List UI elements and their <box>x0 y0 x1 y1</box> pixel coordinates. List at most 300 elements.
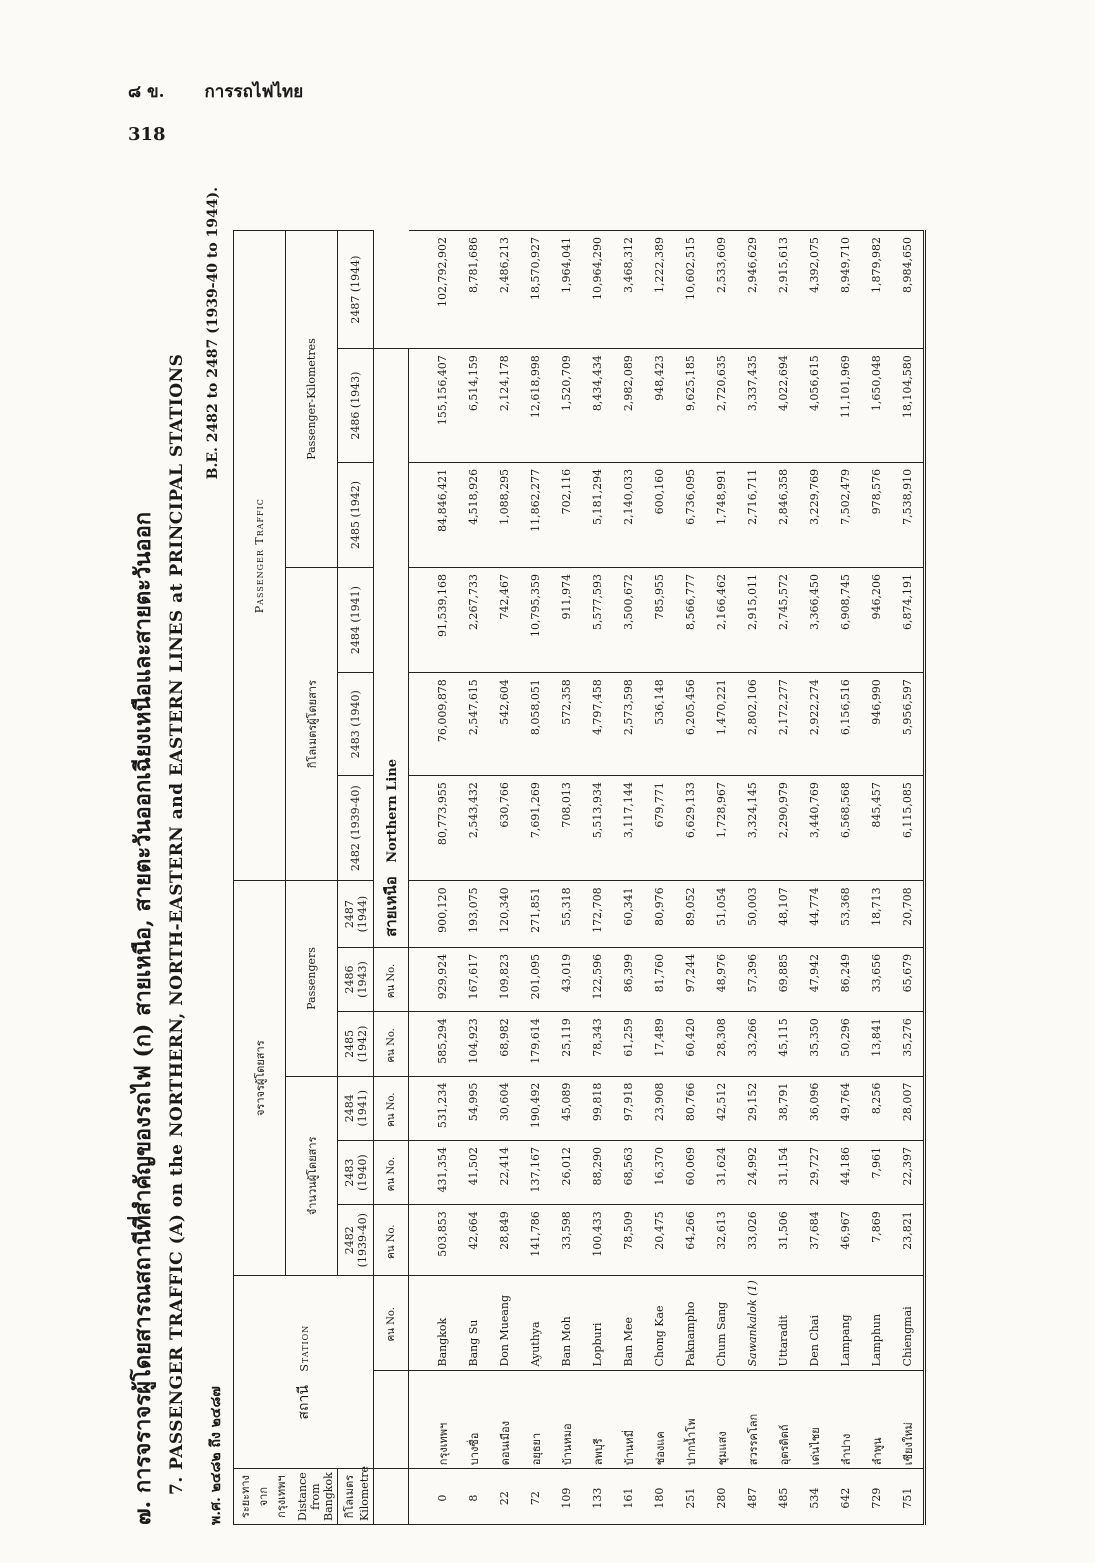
table-row <box>861 231 892 1525</box>
passengers-cell: 35,276 <box>892 1012 925 1076</box>
passengers-cell: 80,766 <box>675 1076 706 1140</box>
year-header: 2486 (1943) <box>338 349 374 463</box>
passenger-km-cell: 8,566,777 <box>675 568 706 673</box>
page-number: 318 <box>128 124 166 145</box>
passengers-cell: 271,851 <box>520 881 551 948</box>
passengers-cell: 201,095 <box>520 947 551 1011</box>
passengers-cell: 44,774 <box>799 881 830 948</box>
passengers-cell: 45,089 <box>551 1076 582 1140</box>
passenger-km-cell: 536,148 <box>644 673 675 776</box>
table-row <box>768 231 799 1525</box>
passenger-km-cell: 8,949,710 <box>830 231 861 349</box>
passenger-km-cell: 2,290,979 <box>768 776 799 881</box>
station-thai-cell: เชียงใหม่ <box>892 1370 925 1469</box>
passengers-cell: 89,052 <box>675 881 706 948</box>
passenger-km-cell: 2,547,615 <box>458 673 489 776</box>
passenger-traffic-en-header: Passenger Traffic <box>234 231 286 881</box>
passenger-km-cell: 2,915,011 <box>737 568 768 673</box>
distance-cell: 161 <box>613 1469 644 1525</box>
passengers-cell: 20,475 <box>644 1205 675 1276</box>
distance-cell: 485 <box>768 1469 799 1525</box>
passengers-cell: 137,167 <box>520 1140 551 1204</box>
passenger-km-cell: 6,629,133 <box>675 776 706 881</box>
passengers-cell: 7,961 <box>861 1140 892 1204</box>
passenger-km-cell: 10,602,515 <box>675 231 706 349</box>
passengers-cell: 30,604 <box>489 1076 520 1140</box>
passengers-cell: 60,069 <box>675 1140 706 1204</box>
distance-header-thai: ระยะทาง จาก กรุงเทพฯ <box>239 1475 288 1519</box>
passenger-km-cell: 679,771 <box>644 776 675 881</box>
passenger-km-cell: 76,009,878 <box>409 673 459 776</box>
passenger-km-cell: 542,604 <box>489 673 520 776</box>
passenger-km-cell: 6,514,159 <box>458 349 489 463</box>
passengers-cell: 18,713 <box>861 881 892 948</box>
passenger-km-cell: 10,795,359 <box>520 568 551 673</box>
passenger-km-cell: 2,922,274 <box>799 673 830 776</box>
passenger-km-cell: 8,781,686 <box>458 231 489 349</box>
distance-cell: 280 <box>706 1469 737 1525</box>
table-row <box>582 231 613 1525</box>
passenger-km-cell: 6,908,745 <box>830 568 861 673</box>
passengers-cell: 25,119 <box>551 1012 582 1076</box>
passengers-cell: 585,294 <box>409 1012 459 1076</box>
passenger-km-cell: 4,518,926 <box>458 462 489 567</box>
period-english: B.E. 2482 to 2487 (1939-40 to 1944). <box>205 187 221 480</box>
passenger-km-cell: 102,792,902 <box>409 231 459 349</box>
passenger-km-cell: 7,691,269 <box>520 776 551 881</box>
passengers-cell: 69,885 <box>768 947 799 1011</box>
passenger-traffic-thai-header: จราจรผู้โดยสาร <box>234 881 286 1276</box>
passengers-cell: 531,234 <box>409 1076 459 1140</box>
passengers-cell: 28,308 <box>706 1012 737 1076</box>
passengers-cell: 55,318 <box>551 881 582 948</box>
table-row <box>706 231 737 1525</box>
passengers-cell: 43,019 <box>551 947 582 1011</box>
passenger-km-cell: 2,486,213 <box>489 231 520 349</box>
distance-cell: 8 <box>458 1469 489 1525</box>
passenger-km-cell: 7,538,910 <box>892 462 925 567</box>
passenger-km-cell: 1,650,048 <box>861 349 892 463</box>
passengers-cell: 900,120 <box>409 881 459 948</box>
passengers-cell: 50,296 <box>830 1012 861 1076</box>
passenger-km-cell: 2,946,629 <box>737 231 768 349</box>
station-thai-cell: ช่องแค <box>644 1370 675 1469</box>
passenger-km-cell: 91,539,168 <box>409 568 459 673</box>
passengers-cell: 81,760 <box>644 947 675 1011</box>
station-name-cell: Den Chai <box>799 1276 830 1370</box>
passengers-cell: 97,244 <box>675 947 706 1011</box>
passengers-cell: 31,624 <box>706 1140 737 1204</box>
year-header: 2486 (1943) <box>338 947 374 1011</box>
passengers-cell: 26,012 <box>551 1140 582 1204</box>
passenger-km-cell: 1,470,221 <box>706 673 737 776</box>
passenger-km-cell: 10,964,290 <box>582 231 613 349</box>
passengers-cell: 68,982 <box>489 1012 520 1076</box>
passenger-km-cell: 2,172,277 <box>768 673 799 776</box>
passenger-km-cell: 2,267,733 <box>458 568 489 673</box>
passengers-cell: 47,942 <box>799 947 830 1011</box>
station-thai-cell: ชุมแสง <box>706 1370 737 1469</box>
passengers-cell: 22,414 <box>489 1140 520 1204</box>
section-heading <box>374 349 409 948</box>
passengers-cell: 23,908 <box>644 1076 675 1140</box>
passenger-km-cell: 785,955 <box>644 568 675 673</box>
station-header-thai: สถานี <box>295 1385 312 1420</box>
station-name-cell: Chong Kae <box>644 1276 675 1370</box>
passenger-km-cell: 742,467 <box>489 568 520 673</box>
unit-blank <box>374 1469 409 1525</box>
passengers-cell: 42,512 <box>706 1076 737 1140</box>
year-header: 2482 (1939-40) <box>338 1205 374 1276</box>
unit-no: คน No. <box>374 947 409 1011</box>
section-label: การรถไฟไทย <box>204 82 304 102</box>
passenger-km-cell: 946,990 <box>861 673 892 776</box>
passengers-cell: 48,107 <box>768 881 799 948</box>
passengers-cell: 23,821 <box>892 1205 925 1276</box>
station-thai-cell: เด่นไชย <box>799 1370 830 1469</box>
passengers-cell: 33,598 <box>551 1205 582 1276</box>
station-name-cell: Sawankalok (1) <box>737 1276 768 1370</box>
passenger-km-cell: 1,748,991 <box>706 462 737 567</box>
table-row <box>551 231 582 1525</box>
passenger-km-cell: 702,116 <box>551 462 582 567</box>
passengers-cell: 60,420 <box>675 1012 706 1076</box>
passengers-cell: 64,266 <box>675 1205 706 1276</box>
passengers-cell: 929,924 <box>409 947 459 1011</box>
passengers-cell: 141,786 <box>520 1205 551 1276</box>
passenger-km-cell: 5,513,934 <box>582 776 613 881</box>
passenger-km-cell: 8,434,434 <box>582 349 613 463</box>
unit-blank <box>374 1370 409 1469</box>
passenger-traffic-table <box>233 230 926 1525</box>
passenger-km-cell: 3,366,450 <box>799 568 830 673</box>
passengers-cell: 51,054 <box>706 881 737 948</box>
passenger-km-cell: 3,337,435 <box>737 349 768 463</box>
passenger-km-cell: 6,205,456 <box>675 673 706 776</box>
passenger-km-cell: 2,543,432 <box>458 776 489 881</box>
passengers-cell: 38,791 <box>768 1076 799 1140</box>
passenger-km-cell: 600,160 <box>644 462 675 567</box>
distance-cell: 109 <box>551 1469 582 1525</box>
passenger-km-cell: 946,206 <box>861 568 892 673</box>
station-thai-cell: สวรรคโลก <box>737 1370 768 1469</box>
title-thai: ๗. การจราจรผู้โดยสารณสถานีที่สำคัญของรถไฟ (ก) สายเหนือ, สายตะวันออกเฉียงเหนือและสายตะวันออก <box>130 511 156 1525</box>
passengers-cell: 99,818 <box>582 1076 613 1140</box>
passengers-cell: 29,727 <box>799 1140 830 1204</box>
passenger-km-cell: 1,222,389 <box>644 231 675 349</box>
distance-cell: 180 <box>644 1469 675 1525</box>
passenger-km-cell: 2,716,711 <box>737 462 768 567</box>
passengers-cell: 33,026 <box>737 1205 768 1276</box>
unit-no: คน No. <box>374 1012 409 1076</box>
passenger-km-cell: 6,736,095 <box>675 462 706 567</box>
passenger-km-cell: 2,982,089 <box>613 349 644 463</box>
passenger-km-cell: 3,117,144 <box>613 776 644 881</box>
passenger-km-cell: 978,576 <box>861 462 892 567</box>
passengers-cell: 431,354 <box>409 1140 459 1204</box>
passengers-header: Passengers <box>286 881 338 1076</box>
year-header: 2484 (1941) <box>338 568 374 673</box>
passengers-cell: 86,399 <box>613 947 644 1011</box>
passenger-km-cell: 80,773,955 <box>409 776 459 881</box>
passenger-km-cell: 4,056,615 <box>799 349 830 463</box>
passenger-km-cell: 3,500,672 <box>613 568 644 673</box>
station-thai-cell: ลพบุรี <box>582 1370 613 1469</box>
passenger-km-cell: 18,104,580 <box>892 349 925 463</box>
passenger-km-cell: 1,879,982 <box>861 231 892 349</box>
pkm-en-header: Passenger-Kilometres <box>286 231 338 568</box>
passenger-km-cell: 4,392,075 <box>799 231 830 349</box>
table-row <box>613 231 644 1525</box>
station-name-cell: Ban Moh <box>551 1276 582 1370</box>
passenger-km-cell: 84,846,421 <box>409 462 459 567</box>
section-english: Northern Line <box>385 758 400 863</box>
unit-km-header: กิโลเมตร Kilometre <box>338 1469 374 1525</box>
passengers-cell: 54,995 <box>458 1076 489 1140</box>
passengers-cell: 120,340 <box>489 881 520 948</box>
passenger-km-cell: 9,625,185 <box>675 349 706 463</box>
passenger-km-cell: 2,720,635 <box>706 349 737 463</box>
station-name-cell: Bangkok <box>409 1276 459 1370</box>
passengers-cell: 48,976 <box>706 947 737 1011</box>
passengers-cell: 24,992 <box>737 1140 768 1204</box>
passengers-cell: 503,853 <box>409 1205 459 1276</box>
station-name-cell: Chum Sang <box>706 1276 737 1370</box>
passengers-cell: 32,613 <box>706 1205 737 1276</box>
passengers-cell: 46,967 <box>830 1205 861 1276</box>
section-thai: สายเหนือ <box>382 876 400 937</box>
passenger-km-cell: 2,915,613 <box>768 231 799 349</box>
station-name-cell: Don Mueang <box>489 1276 520 1370</box>
passenger-km-cell: 845,457 <box>861 776 892 881</box>
passengers-cell: 42,664 <box>458 1205 489 1276</box>
passengers-cell: 33,656 <box>861 947 892 1011</box>
passenger-km-cell: 630,766 <box>489 776 520 881</box>
passengers-cell: 97,918 <box>613 1076 644 1140</box>
passengers-cell: 37,684 <box>799 1205 830 1276</box>
pkm-thai-header: กิโลเมตรผู้โดยสาร <box>286 568 338 881</box>
passenger-km-cell: 5,577,593 <box>582 568 613 673</box>
passenger-km-cell: 6,568,568 <box>830 776 861 881</box>
passengers-cell: 167,617 <box>458 947 489 1011</box>
passenger-km-cell: 2,846,358 <box>768 462 799 567</box>
table-row <box>458 231 489 1525</box>
passenger-km-cell: 1,964,041 <box>551 231 582 349</box>
station-name-cell: Lopburi <box>582 1276 613 1370</box>
passengers-cell: 57,396 <box>737 947 768 1011</box>
distance-cell: 251 <box>675 1469 706 1525</box>
passengers-cell: 53,368 <box>830 881 861 948</box>
passengers-cell: 45,115 <box>768 1012 799 1076</box>
passenger-km-cell: 948,423 <box>644 349 675 463</box>
passengers-cell: 31,154 <box>768 1140 799 1204</box>
table-body <box>374 231 925 1525</box>
station-name-cell: Chiengmai <box>892 1276 925 1370</box>
passenger-km-cell: 1,520,709 <box>551 349 582 463</box>
unit-no: คน No. <box>374 1140 409 1204</box>
year-header: 2483 (1940) <box>338 1140 374 1204</box>
table-row <box>489 231 520 1525</box>
passenger-km-cell: 11,101,969 <box>830 349 861 463</box>
distance-cell: 487 <box>737 1469 768 1525</box>
distance-cell: 0 <box>409 1469 459 1525</box>
year-header: 2485 (1942) <box>338 1012 374 1076</box>
passenger-km-cell: 3,229,769 <box>799 462 830 567</box>
distance-header <box>234 1469 338 1525</box>
passengers-cell: 44,186 <box>830 1140 861 1204</box>
station-thai-cell: บ้านหมี่ <box>613 1370 644 1469</box>
passengers-cell: 13,841 <box>861 1012 892 1076</box>
distance-cell: 133 <box>582 1469 613 1525</box>
passengers-cell: 20,708 <box>892 881 925 948</box>
passengers-cell: 33,266 <box>737 1012 768 1076</box>
passengers-cell: 16,370 <box>644 1140 675 1204</box>
distance-header-en: Distance from Bangkok <box>296 1472 335 1521</box>
passenger-km-cell: 3,468,312 <box>613 231 644 349</box>
passengers-cell: 100,433 <box>582 1205 613 1276</box>
station-header <box>234 1276 374 1469</box>
passengers-cell: 122,596 <box>582 947 613 1011</box>
station-thai-cell: กรุงเทพฯ <box>409 1370 459 1469</box>
passengers-cell: 17,489 <box>644 1012 675 1076</box>
passenger-km-cell: 11,862,277 <box>520 462 551 567</box>
table-row <box>644 231 675 1525</box>
year-header: 2484 (1941) <box>338 1076 374 1140</box>
passengers-cell: 193,075 <box>458 881 489 948</box>
table-row <box>892 231 925 1525</box>
station-name-cell: Uttaradit <box>768 1276 799 1370</box>
passenger-km-cell: 911,974 <box>551 568 582 673</box>
station-thai-cell: อุตรดิตถ์ <box>768 1370 799 1469</box>
station-name-cell: Bang Su <box>458 1276 489 1370</box>
passenger-km-cell: 2,166,462 <box>706 568 737 673</box>
passenger-km-cell: 2,573,598 <box>613 673 644 776</box>
passenger-km-cell: 6,115,085 <box>892 776 925 881</box>
passengers-cell: 7,869 <box>861 1205 892 1276</box>
passengers-cell: 31,506 <box>768 1205 799 1276</box>
unit-row <box>374 231 409 1525</box>
passenger-km-cell: 4,797,458 <box>582 673 613 776</box>
passengers-cell: 68,563 <box>613 1140 644 1204</box>
station-thai-cell: บางซื่อ <box>458 1370 489 1469</box>
passengers-cell: 65,679 <box>892 947 925 1011</box>
passengers-cell: 104,923 <box>458 1012 489 1076</box>
passengers-cell: 109,823 <box>489 947 520 1011</box>
passengers-cell: 22,397 <box>892 1140 925 1204</box>
chapter-label: ๘ ข. <box>128 82 165 102</box>
year-header: 2482 (1939-40) <box>338 776 374 881</box>
passengers-cell: 29,152 <box>737 1076 768 1140</box>
passengers-cell: 61,259 <box>613 1012 644 1076</box>
unit-no: คน No. <box>374 1276 409 1370</box>
passengers-cell: 80,976 <box>644 881 675 948</box>
passenger-km-cell: 2,802,106 <box>737 673 768 776</box>
table-row <box>830 231 861 1525</box>
station-thai-cell: ลำปาง <box>830 1370 861 1469</box>
distance-cell: 22 <box>489 1469 520 1525</box>
title-english: 7. PASSENGER TRAFFIC (A) on the NORTHERN, NORTH-EASTERN and EASTERN LINES at PRINCIPAL STATIONS <box>167 353 187 1495</box>
year-header: 2487 (1944) <box>338 881 374 948</box>
passenger-km-cell: 2,745,572 <box>768 568 799 673</box>
passenger-km-cell: 8,984,650 <box>892 231 925 349</box>
distance-cell: 72 <box>520 1469 551 1525</box>
table-row <box>799 231 830 1525</box>
passenger-km-cell: 572,358 <box>551 673 582 776</box>
station-thai-cell: บ้านหมอ <box>551 1370 582 1469</box>
passenger-km-cell: 5,181,294 <box>582 462 613 567</box>
distance-cell: 642 <box>830 1469 861 1525</box>
distance-cell: 729 <box>861 1469 892 1525</box>
station-thai-cell: ลำพูน <box>861 1370 892 1469</box>
year-header: 2487 (1944) <box>338 231 374 349</box>
passengers-cell: 190,492 <box>520 1076 551 1140</box>
table-row <box>675 231 706 1525</box>
passengers-cell: 78,509 <box>613 1205 644 1276</box>
table-row <box>520 231 551 1525</box>
station-thai-cell: อยุธยา <box>520 1370 551 1469</box>
passenger-km-cell: 3,324,145 <box>737 776 768 881</box>
passenger-km-cell: 8,058,051 <box>520 673 551 776</box>
passenger-km-cell: 1,728,967 <box>706 776 737 881</box>
unit-no: คน No. <box>374 1205 409 1276</box>
passenger-km-cell: 12,618,998 <box>520 349 551 463</box>
passengers-cell: 28,007 <box>892 1076 925 1140</box>
passenger-km-cell: 6,156,516 <box>830 673 861 776</box>
station-name-cell: Paknampho <box>675 1276 706 1370</box>
station-thai-cell: ดอนเมือง <box>489 1370 520 1469</box>
passenger-km-cell: 5,956,597 <box>892 673 925 776</box>
passengers-cell: 41,502 <box>458 1140 489 1204</box>
passengers-cell: 60,341 <box>613 881 644 948</box>
passenger-km-cell: 7,502,479 <box>830 462 861 567</box>
passenger-km-cell: 2,124,178 <box>489 349 520 463</box>
station-name-cell: Ban Mee <box>613 1276 644 1370</box>
passengers-cell: 28,849 <box>489 1205 520 1276</box>
passenger-km-cell: 6,874,191 <box>892 568 925 673</box>
distance-cell: 534 <box>799 1469 830 1525</box>
year-header: 2485 (1942) <box>338 462 374 567</box>
station-name-cell: Lamphun <box>861 1276 892 1370</box>
station-name-cell: Ayuthya <box>520 1276 551 1370</box>
table-row <box>737 231 768 1525</box>
passenger-km-cell: 155,156,407 <box>409 349 459 463</box>
station-header-en: Station <box>297 1324 311 1372</box>
passengers-cell: 172,708 <box>582 881 613 948</box>
period-thai: พ.ศ. ๒๔๘๒ ถึง ๒๔๘๗ <box>208 1386 224 1525</box>
num-passengers-header: จำนวนผู้โดยสาร <box>286 1076 338 1276</box>
passengers-cell: 8,256 <box>861 1076 892 1140</box>
year-header: 2483 (1940) <box>338 673 374 776</box>
passengers-cell: 78,343 <box>582 1012 613 1076</box>
passengers-cell: 88,290 <box>582 1140 613 1204</box>
passengers-cell: 86,249 <box>830 947 861 1011</box>
unit-no: คน No. <box>374 1076 409 1140</box>
passengers-cell: 49,764 <box>830 1076 861 1140</box>
passengers-cell: 179,614 <box>520 1012 551 1076</box>
passenger-km-cell: 4,022,694 <box>768 349 799 463</box>
passengers-cell: 36,096 <box>799 1076 830 1140</box>
distance-cell: 751 <box>892 1469 925 1525</box>
station-name-cell: Lampang <box>830 1276 861 1370</box>
station-thai-cell: ปากน้ำโพ <box>675 1370 706 1469</box>
passenger-km-cell: 2,140,033 <box>613 462 644 567</box>
passenger-km-cell: 2,533,609 <box>706 231 737 349</box>
table-row <box>409 231 459 1525</box>
passenger-km-cell: 1,088,295 <box>489 462 520 567</box>
passengers-cell: 50,003 <box>737 881 768 948</box>
passenger-km-cell: 708,013 <box>551 776 582 881</box>
passenger-km-cell: 18,570,927 <box>520 231 551 349</box>
